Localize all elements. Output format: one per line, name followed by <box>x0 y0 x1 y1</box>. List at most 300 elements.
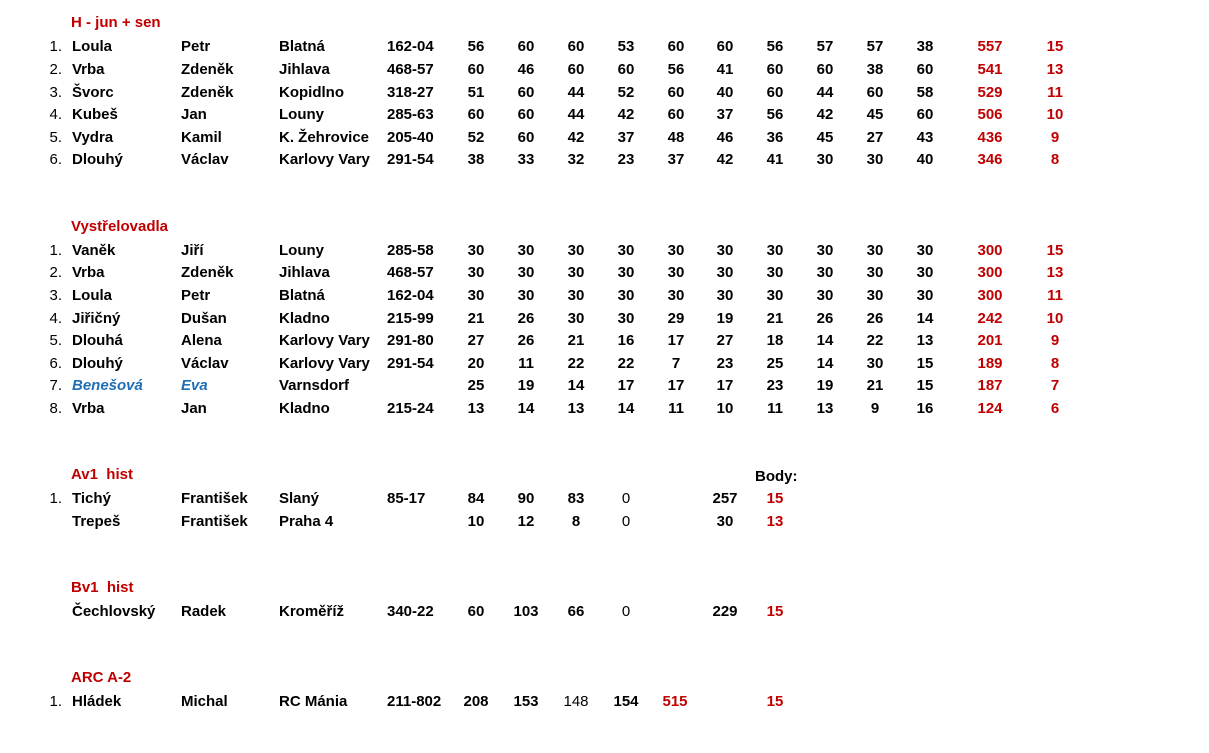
score: 19 <box>517 377 535 394</box>
table-row <box>0 285 1209 307</box>
score: 52 <box>617 84 635 101</box>
score: 45 <box>816 129 834 146</box>
last-name: Dlouhá <box>72 332 123 349</box>
city: Louny <box>279 242 324 259</box>
license: 85-17 <box>387 490 426 507</box>
first-name: Alena <box>181 332 222 349</box>
score: 30 <box>866 355 884 372</box>
score: 38 <box>467 151 485 168</box>
score: 83 <box>567 490 585 507</box>
table-row <box>0 82 1209 104</box>
score: 30 <box>916 264 934 281</box>
score: 56 <box>766 106 784 123</box>
last-name: Vrba <box>72 400 105 417</box>
first-name: Jan <box>181 400 207 417</box>
rank: 5. <box>49 129 62 146</box>
total: 242 <box>977 310 1003 327</box>
score: 10 <box>467 513 485 530</box>
score: 48 <box>667 129 685 146</box>
rank: 1. <box>49 242 62 259</box>
score: 42 <box>617 106 635 123</box>
score: 14 <box>816 332 834 349</box>
score: 60 <box>667 38 685 55</box>
score: 30 <box>816 264 834 281</box>
score: 22 <box>866 332 884 349</box>
city: Praha 4 <box>279 513 334 530</box>
table-row <box>0 398 1209 420</box>
rank: 1. <box>49 490 62 507</box>
score: 36 <box>766 129 784 146</box>
score: 51 <box>467 84 485 101</box>
rank: 3. <box>49 84 62 101</box>
license: 468-57 <box>387 264 434 281</box>
table-row <box>0 601 1209 623</box>
points: 7 <box>1050 377 1060 394</box>
score: 52 <box>467 129 485 146</box>
score: 14 <box>517 400 535 417</box>
score: 60 <box>766 61 784 78</box>
last-name: Hládek <box>72 693 122 710</box>
score: 30 <box>716 287 734 304</box>
license: 318-27 <box>387 84 434 101</box>
score: 27 <box>866 129 884 146</box>
first-name: Kamil <box>181 129 222 146</box>
score: 44 <box>567 84 585 101</box>
score: 26 <box>517 310 535 327</box>
points: 10 <box>1046 106 1064 123</box>
score: 9 <box>870 400 880 417</box>
first-name: Zdeněk <box>181 84 234 101</box>
table-row <box>0 104 1209 126</box>
score: 60 <box>716 38 734 55</box>
score: 153 <box>513 693 539 710</box>
total: 557 <box>977 38 1003 55</box>
city: Kladno <box>279 400 330 417</box>
score: 60 <box>916 106 934 123</box>
table-row <box>0 330 1209 352</box>
city: Jihlava <box>279 264 330 281</box>
score: 57 <box>866 38 884 55</box>
first-name: Zdeněk <box>181 264 234 281</box>
score: 40 <box>916 151 934 168</box>
points: 15 <box>1046 242 1064 259</box>
score: 18 <box>766 332 784 349</box>
total: 436 <box>977 129 1003 146</box>
score: 16 <box>617 332 635 349</box>
score: 60 <box>866 84 884 101</box>
rank: 3. <box>49 287 62 304</box>
section-title-bv1-hist: Bv1 hist <box>71 579 134 596</box>
score: 10 <box>716 400 734 417</box>
score: 57 <box>816 38 834 55</box>
score: 17 <box>667 377 685 394</box>
city: K. Žehrovice <box>279 129 370 146</box>
city: Slaný <box>279 490 320 507</box>
score: 30 <box>617 310 635 327</box>
score: 60 <box>567 61 585 78</box>
city: RC Mánia <box>279 693 348 710</box>
score: 56 <box>467 38 485 55</box>
score: 11 <box>668 400 684 417</box>
score: 30 <box>766 287 784 304</box>
table-row <box>0 262 1209 284</box>
first-name: Zdeněk <box>181 61 234 78</box>
rank: 5. <box>49 332 62 349</box>
first-name: Eva <box>181 377 208 394</box>
points: 10 <box>1046 310 1064 327</box>
total: 257 <box>712 490 738 507</box>
score: 26 <box>866 310 884 327</box>
score: 30 <box>866 151 884 168</box>
license: 162-04 <box>387 38 434 55</box>
score: 30 <box>667 264 685 281</box>
points: 6 <box>1050 400 1060 417</box>
total: 187 <box>977 377 1003 394</box>
last-name: Vydra <box>72 129 114 146</box>
score: 17 <box>667 332 685 349</box>
score: 30 <box>617 264 635 281</box>
score: 14 <box>916 310 934 327</box>
table-row <box>0 149 1209 171</box>
total: 300 <box>977 264 1003 281</box>
points: 13 <box>1046 61 1064 78</box>
score: 12 <box>517 513 535 530</box>
section-title-av1-hist: Av1 hist <box>71 466 133 483</box>
score: 14 <box>567 377 585 394</box>
score: 30 <box>567 310 585 327</box>
score: 16 <box>916 400 934 417</box>
total: 506 <box>977 106 1003 123</box>
score: 30 <box>517 242 535 259</box>
score: 30 <box>816 151 834 168</box>
score: 22 <box>567 355 585 372</box>
total: 300 <box>977 242 1003 259</box>
score: 60 <box>467 106 485 123</box>
score: 30 <box>716 264 734 281</box>
score: 23 <box>766 377 784 394</box>
last-name: Kubeš <box>72 106 118 123</box>
section-title-vystrelovadla: Vystřelovadla <box>71 218 168 235</box>
first-name: Michal <box>181 693 228 710</box>
score: 23 <box>617 151 635 168</box>
score: 0 <box>621 490 631 507</box>
score: 30 <box>866 264 884 281</box>
total: 300 <box>977 287 1003 304</box>
score: 30 <box>467 287 485 304</box>
city: Karlovy Vary <box>279 332 370 349</box>
score: 14 <box>816 355 834 372</box>
score: 11 <box>767 400 783 417</box>
score: 44 <box>816 84 834 101</box>
score: 33 <box>517 151 535 168</box>
score: 60 <box>517 38 535 55</box>
license: 205-40 <box>387 129 434 146</box>
rank: 7. <box>49 377 62 394</box>
points: 13 <box>1046 264 1064 281</box>
first-name: František <box>181 490 248 507</box>
points: 11 <box>1047 84 1063 101</box>
score: 37 <box>716 106 734 123</box>
last-name: Benešová <box>72 377 143 394</box>
first-name: Petr <box>181 287 211 304</box>
score: 14 <box>617 400 635 417</box>
city: Karlovy Vary <box>279 355 370 372</box>
score: 38 <box>916 38 934 55</box>
score: 30 <box>567 287 585 304</box>
last-name: Loula <box>72 287 112 304</box>
last-name: Dlouhý <box>72 355 123 372</box>
city: Jihlava <box>279 61 330 78</box>
score: 13 <box>467 400 485 417</box>
score: 37 <box>617 129 635 146</box>
score: 42 <box>716 151 734 168</box>
rank: 4. <box>49 310 62 327</box>
score: 19 <box>816 377 834 394</box>
score: 40 <box>716 84 734 101</box>
rank: 2. <box>49 264 62 281</box>
score: 21 <box>567 332 585 349</box>
rank: 6. <box>49 151 62 168</box>
score: 0 <box>621 603 631 620</box>
score: 44 <box>567 106 585 123</box>
score: 30 <box>467 242 485 259</box>
license: 211-802 <box>387 693 442 710</box>
body-label: Body: <box>755 468 798 485</box>
last-name: Vaněk <box>72 242 116 259</box>
table-row <box>0 127 1209 149</box>
score: 19 <box>716 310 734 327</box>
points: 15 <box>766 490 784 507</box>
rank: 8. <box>49 400 62 417</box>
total: 124 <box>977 400 1003 417</box>
score: 66 <box>567 603 585 620</box>
total: 30 <box>716 513 734 530</box>
score: 103 <box>513 603 539 620</box>
last-name: Trepeš <box>72 513 121 530</box>
last-name: Dlouhý <box>72 151 123 168</box>
score: 30 <box>667 242 685 259</box>
score: 60 <box>567 38 585 55</box>
score: 45 <box>866 106 884 123</box>
rank: 1. <box>49 38 62 55</box>
score: 17 <box>716 377 734 394</box>
score: 38 <box>866 61 884 78</box>
score: 27 <box>467 332 485 349</box>
table-row <box>0 59 1209 81</box>
city: Kroměříž <box>279 603 345 620</box>
score: 30 <box>816 242 834 259</box>
score: 30 <box>617 287 635 304</box>
score: 30 <box>667 287 685 304</box>
score: 15 <box>916 377 934 394</box>
score: 90 <box>517 490 535 507</box>
score: 29 <box>667 310 685 327</box>
points: 15 <box>766 603 784 620</box>
first-name: Jiří <box>181 242 204 259</box>
license: 285-63 <box>387 106 434 123</box>
score: 21 <box>766 310 784 327</box>
license: 468-57 <box>387 61 434 78</box>
city: Kopidlno <box>279 84 344 101</box>
total: 189 <box>977 355 1003 372</box>
score: 60 <box>916 61 934 78</box>
score: 43 <box>916 129 934 146</box>
score: 26 <box>816 310 834 327</box>
rank: 6. <box>49 355 62 372</box>
city: Blatná <box>279 287 325 304</box>
score: 30 <box>916 242 934 259</box>
score: 41 <box>716 61 734 78</box>
score: 42 <box>816 106 834 123</box>
score: 148 <box>563 693 589 710</box>
total: 515 <box>662 693 688 710</box>
score: 8 <box>571 513 581 530</box>
total: 541 <box>977 61 1003 78</box>
rank: 4. <box>49 106 62 123</box>
score: 60 <box>816 61 834 78</box>
table-row <box>0 240 1209 262</box>
table-row <box>0 36 1209 58</box>
score: 25 <box>467 377 485 394</box>
table-row <box>0 308 1209 330</box>
score: 60 <box>667 106 685 123</box>
score: 46 <box>716 129 734 146</box>
score: 13 <box>567 400 585 417</box>
city: Varnsdorf <box>279 377 350 394</box>
last-name: Tichý <box>72 490 111 507</box>
license: 291-80 <box>387 332 434 349</box>
score: 37 <box>667 151 685 168</box>
score: 56 <box>667 61 685 78</box>
score: 60 <box>517 84 535 101</box>
score: 15 <box>916 355 934 372</box>
score: 32 <box>567 151 585 168</box>
score: 30 <box>517 287 535 304</box>
score: 25 <box>766 355 784 372</box>
license: 162-04 <box>387 287 434 304</box>
license: 215-99 <box>387 310 434 327</box>
first-name: Petr <box>181 38 211 55</box>
city: Louny <box>279 106 324 123</box>
score: 30 <box>467 264 485 281</box>
score: 30 <box>517 264 535 281</box>
table-row <box>0 375 1209 397</box>
score: 30 <box>766 242 784 259</box>
total: 346 <box>977 151 1003 168</box>
score: 21 <box>866 377 884 394</box>
last-name: Čechlovský <box>72 603 156 620</box>
points: 9 <box>1050 332 1060 349</box>
first-name: Dušan <box>181 310 227 327</box>
score: 30 <box>916 287 934 304</box>
score: 41 <box>766 151 784 168</box>
score: 30 <box>567 242 585 259</box>
last-name: Loula <box>72 38 112 55</box>
score: 53 <box>617 38 635 55</box>
score: 60 <box>766 84 784 101</box>
first-name: Radek <box>181 603 227 620</box>
score: 46 <box>517 61 535 78</box>
score: 22 <box>617 355 635 372</box>
last-name: Vrba <box>72 264 105 281</box>
points: 13 <box>766 513 784 530</box>
score: 60 <box>517 106 535 123</box>
score: 154 <box>613 693 639 710</box>
rank: 2. <box>49 61 62 78</box>
city: Karlovy Vary <box>279 151 370 168</box>
points: 15 <box>1046 38 1064 55</box>
license: 215-24 <box>387 400 434 417</box>
rank: 1. <box>49 693 62 710</box>
last-name: Švorc <box>72 84 114 101</box>
total: 229 <box>712 603 738 620</box>
table-row <box>0 353 1209 375</box>
license: 285-58 <box>387 242 434 259</box>
score: 30 <box>617 242 635 259</box>
last-name: Jiřičný <box>72 310 121 327</box>
score: 26 <box>517 332 535 349</box>
score: 21 <box>467 310 485 327</box>
score: 30 <box>716 242 734 259</box>
score: 30 <box>816 287 834 304</box>
table-row <box>0 488 1209 510</box>
score: 17 <box>617 377 635 394</box>
points: 11 <box>1047 287 1063 304</box>
license: 291-54 <box>387 355 434 372</box>
total: 201 <box>977 332 1003 349</box>
section-title-arc-a2: ARC A-2 <box>71 669 132 686</box>
score: 208 <box>463 693 489 710</box>
points: 15 <box>766 693 784 710</box>
score: 60 <box>467 603 485 620</box>
score: 27 <box>716 332 734 349</box>
score: 13 <box>916 332 934 349</box>
score: 30 <box>567 264 585 281</box>
score: 0 <box>621 513 631 530</box>
total: 529 <box>977 84 1003 101</box>
license: 291-54 <box>387 151 434 168</box>
last-name: Vrba <box>72 61 105 78</box>
score: 30 <box>766 264 784 281</box>
points: 9 <box>1050 129 1060 146</box>
score: 58 <box>916 84 934 101</box>
score: 7 <box>671 355 681 372</box>
city: Kladno <box>279 310 330 327</box>
city: Blatná <box>279 38 325 55</box>
score: 60 <box>667 84 685 101</box>
points: 8 <box>1050 151 1060 168</box>
score: 13 <box>816 400 834 417</box>
table-row <box>0 511 1209 533</box>
score: 30 <box>866 242 884 259</box>
score: 60 <box>467 61 485 78</box>
score: 42 <box>567 129 585 146</box>
first-name: Václav <box>181 151 229 168</box>
score: 56 <box>766 38 784 55</box>
score: 30 <box>866 287 884 304</box>
first-name: Jan <box>181 106 207 123</box>
score: 84 <box>467 490 485 507</box>
score: 20 <box>467 355 485 372</box>
score: 11 <box>518 355 534 372</box>
table-row <box>0 691 1209 713</box>
score: 60 <box>617 61 635 78</box>
points: 8 <box>1050 355 1060 372</box>
section-title-h-jun-sen: H - jun + sen <box>71 14 161 31</box>
license: 340-22 <box>387 603 434 620</box>
first-name: Václav <box>181 355 229 372</box>
score: 60 <box>517 129 535 146</box>
